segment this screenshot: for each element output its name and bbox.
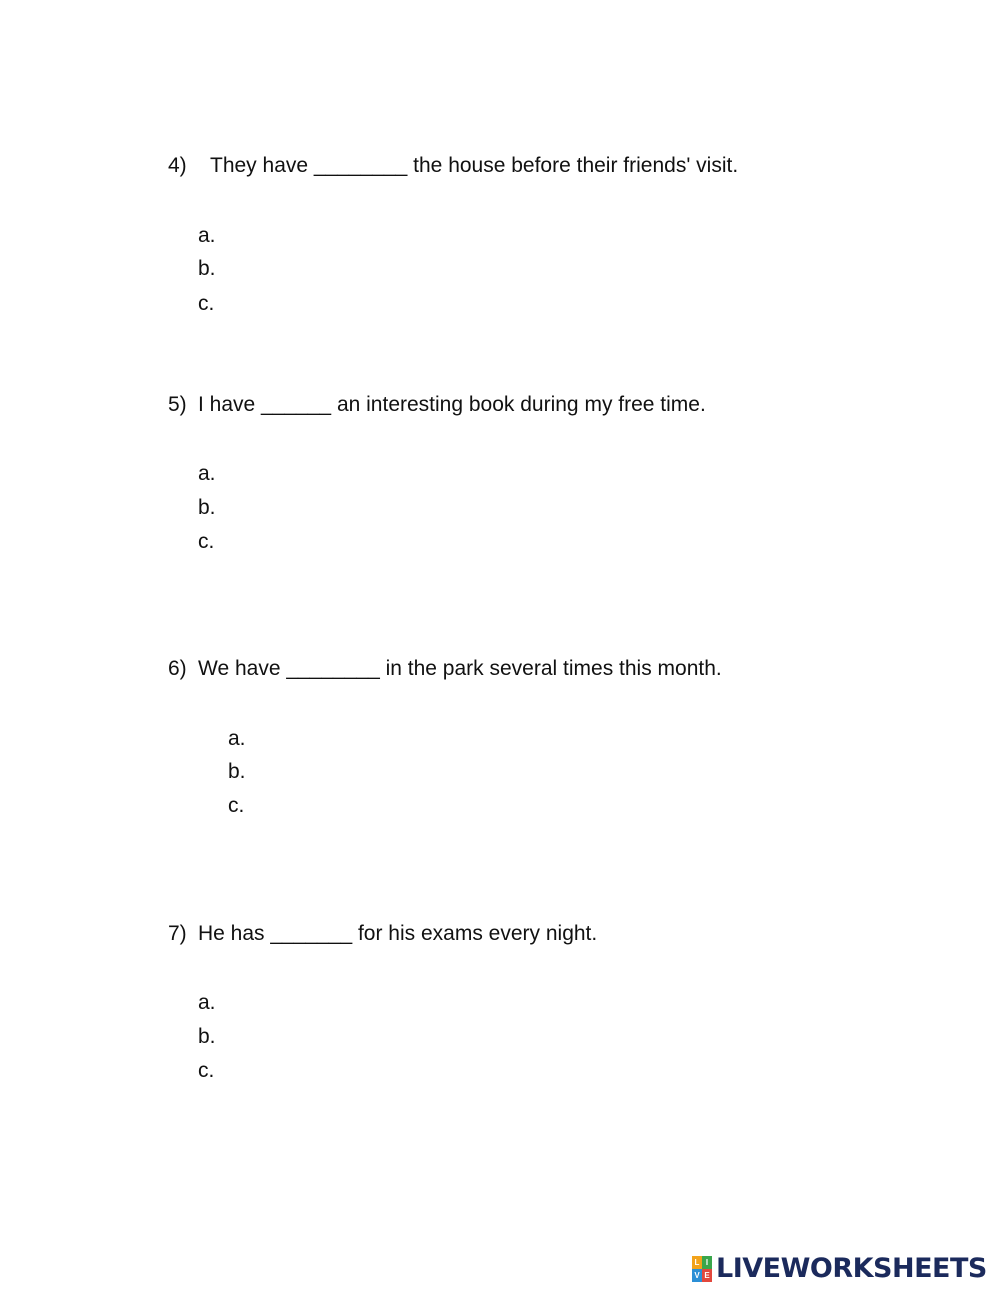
question-5 bbox=[168, 391, 706, 419]
question-text: I have ______ an interesting book during my free time. bbox=[198, 393, 706, 416]
option-c: c. bbox=[228, 794, 245, 817]
question-number: 7) bbox=[168, 922, 187, 945]
question-text: He has _______ for his exams every night. bbox=[198, 922, 598, 945]
option-c: c. bbox=[198, 530, 215, 553]
option-a: a. bbox=[228, 727, 246, 750]
question-6 bbox=[168, 655, 722, 683]
mark-letter: V bbox=[692, 1269, 702, 1282]
question-7 bbox=[168, 920, 597, 948]
option-c: c. bbox=[198, 1059, 215, 1082]
option-c: c. bbox=[198, 292, 215, 315]
question-4 bbox=[168, 152, 738, 180]
option-b: b. bbox=[228, 760, 246, 783]
brand-name: LIVEWORKSHEETS bbox=[716, 1253, 987, 1284]
option-b: b. bbox=[198, 257, 216, 280]
option-a: a. bbox=[198, 462, 216, 485]
liveworksheets-logo bbox=[692, 1254, 987, 1284]
option-a: a. bbox=[198, 991, 216, 1014]
question-text: They have ________ the house before their friends' visit. bbox=[210, 154, 739, 177]
mark-letter: L bbox=[692, 1256, 702, 1269]
question-text: We have ________ in the park several times this month. bbox=[198, 657, 722, 680]
option-a: a. bbox=[198, 224, 216, 247]
option-b: b. bbox=[198, 1025, 216, 1048]
question-number: 6) bbox=[168, 657, 187, 680]
question-number: 5) bbox=[168, 393, 187, 416]
liveworksheets-mark-icon bbox=[692, 1256, 712, 1282]
option-b: b. bbox=[198, 496, 216, 519]
question-number: 4) bbox=[168, 154, 187, 177]
mark-letter: E bbox=[702, 1269, 712, 1282]
mark-letter: I bbox=[702, 1256, 712, 1269]
